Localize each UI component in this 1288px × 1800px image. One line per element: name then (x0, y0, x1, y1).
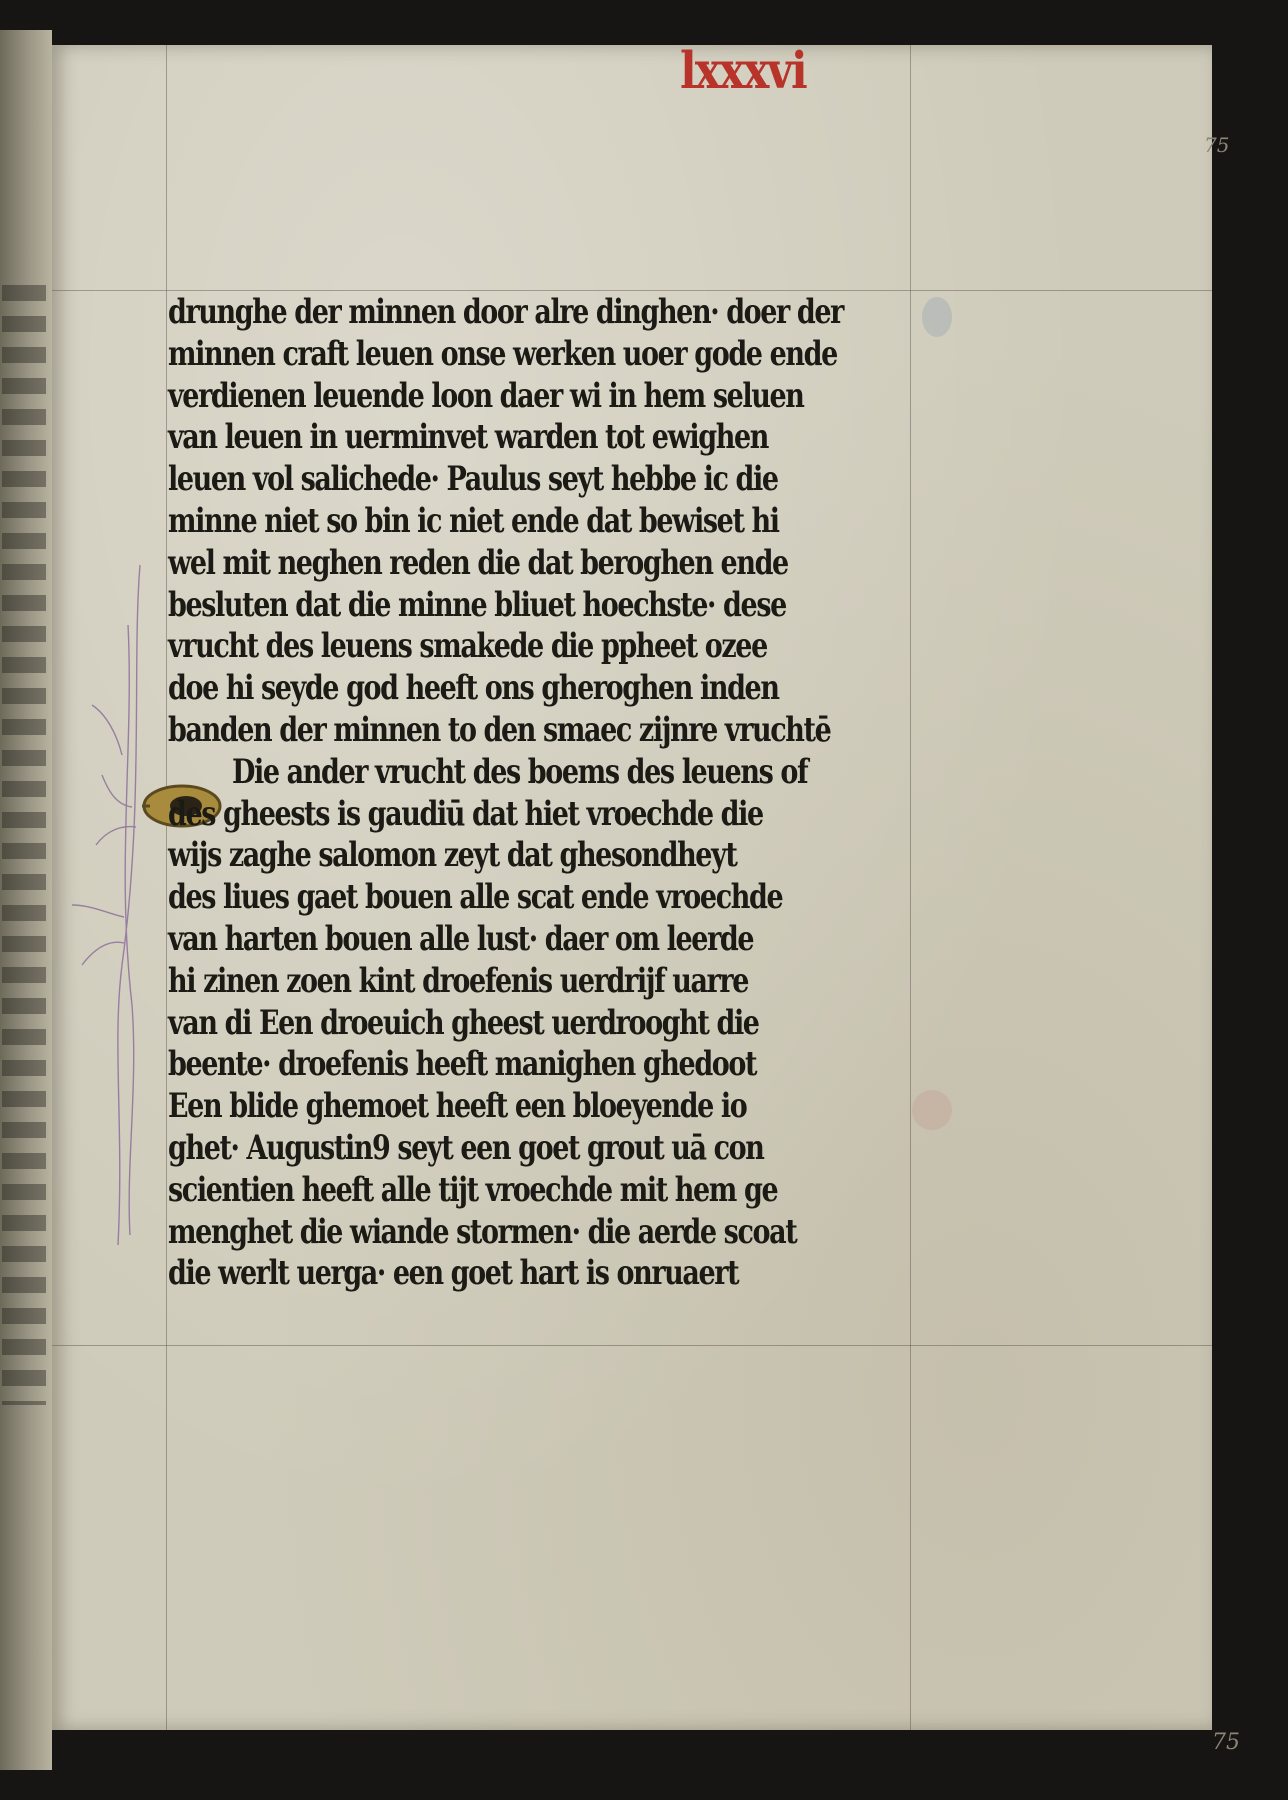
text-line: Die ander vrucht des boems des leuens of (232, 752, 808, 792)
text-line: des liues gaet bouen alle scat ende vroechde (168, 878, 783, 917)
text-line: vrucht des leuens smakede die ppheet ozee (168, 627, 767, 667)
text-line: van harten bouen alle lust· daer om leerde (168, 919, 754, 959)
text-line: wel mit neghen reden die dat beroghen ende (168, 543, 788, 583)
pencil-foliation-top: 75 (1204, 133, 1230, 157)
text-line: ghet· Augustin9 seyt een goet grout uā con (168, 1128, 764, 1168)
text-line: doe hi seyde god heeft ons gheroghen inden (168, 669, 779, 708)
text-line: des gheests is gaudiū dat hiet vroechde die (168, 794, 763, 834)
folio-number: lxxxvi (680, 42, 806, 101)
pencil-foliation-bottom: 75 (1212, 1730, 1240, 1755)
text-line: beente· droefenis heeft manighen ghedoot (168, 1045, 757, 1085)
text-line: leuen vol salichede· Paulus seyt hebbe ic die (168, 460, 778, 499)
text-line: wijs zaghe salomon zeyt dat ghesondheyt (168, 836, 737, 876)
text-line: van di Een droeuich gheest uerdrooght die (168, 1003, 759, 1043)
facing-page-text (2, 285, 46, 1405)
text-line: drunghe der minnen door alre dinghen· doer der (168, 293, 843, 332)
facing-page-edge (0, 30, 52, 1770)
text-line: van leuen in uerminvet warden tot ewighen (168, 418, 769, 458)
text-line: die werlt uerga· een goet hart is onruaert (168, 1254, 739, 1294)
text-block (168, 292, 948, 1295)
text-line: minne niet so bin ic niet ende dat bewiset hi (168, 502, 779, 541)
ruling-bottom (52, 1345, 1212, 1346)
text-line: besluten dat die minne bliuet hoechste· dese (168, 585, 786, 625)
text-line: hi zinen zoen kint droefenis uerdrijf uarre (168, 961, 749, 1001)
text-line: Een blide ghemoet heeft een bloeyende io (168, 1087, 747, 1126)
text-line: minnen craft leuen onse werken uoer gode ende (168, 334, 837, 374)
text-line: verdienen leuende loon daer wi in hem seluen (168, 376, 804, 416)
text-line: scientien heeft alle tijt vroechde mit hem ge (168, 1170, 778, 1210)
text-line: banden der minnen to den smaec zijnre vruchtē (168, 710, 831, 750)
text-line: menghet die wiande stormen· die aerde scoat (168, 1212, 797, 1252)
marginal-flourish (52, 545, 172, 1265)
